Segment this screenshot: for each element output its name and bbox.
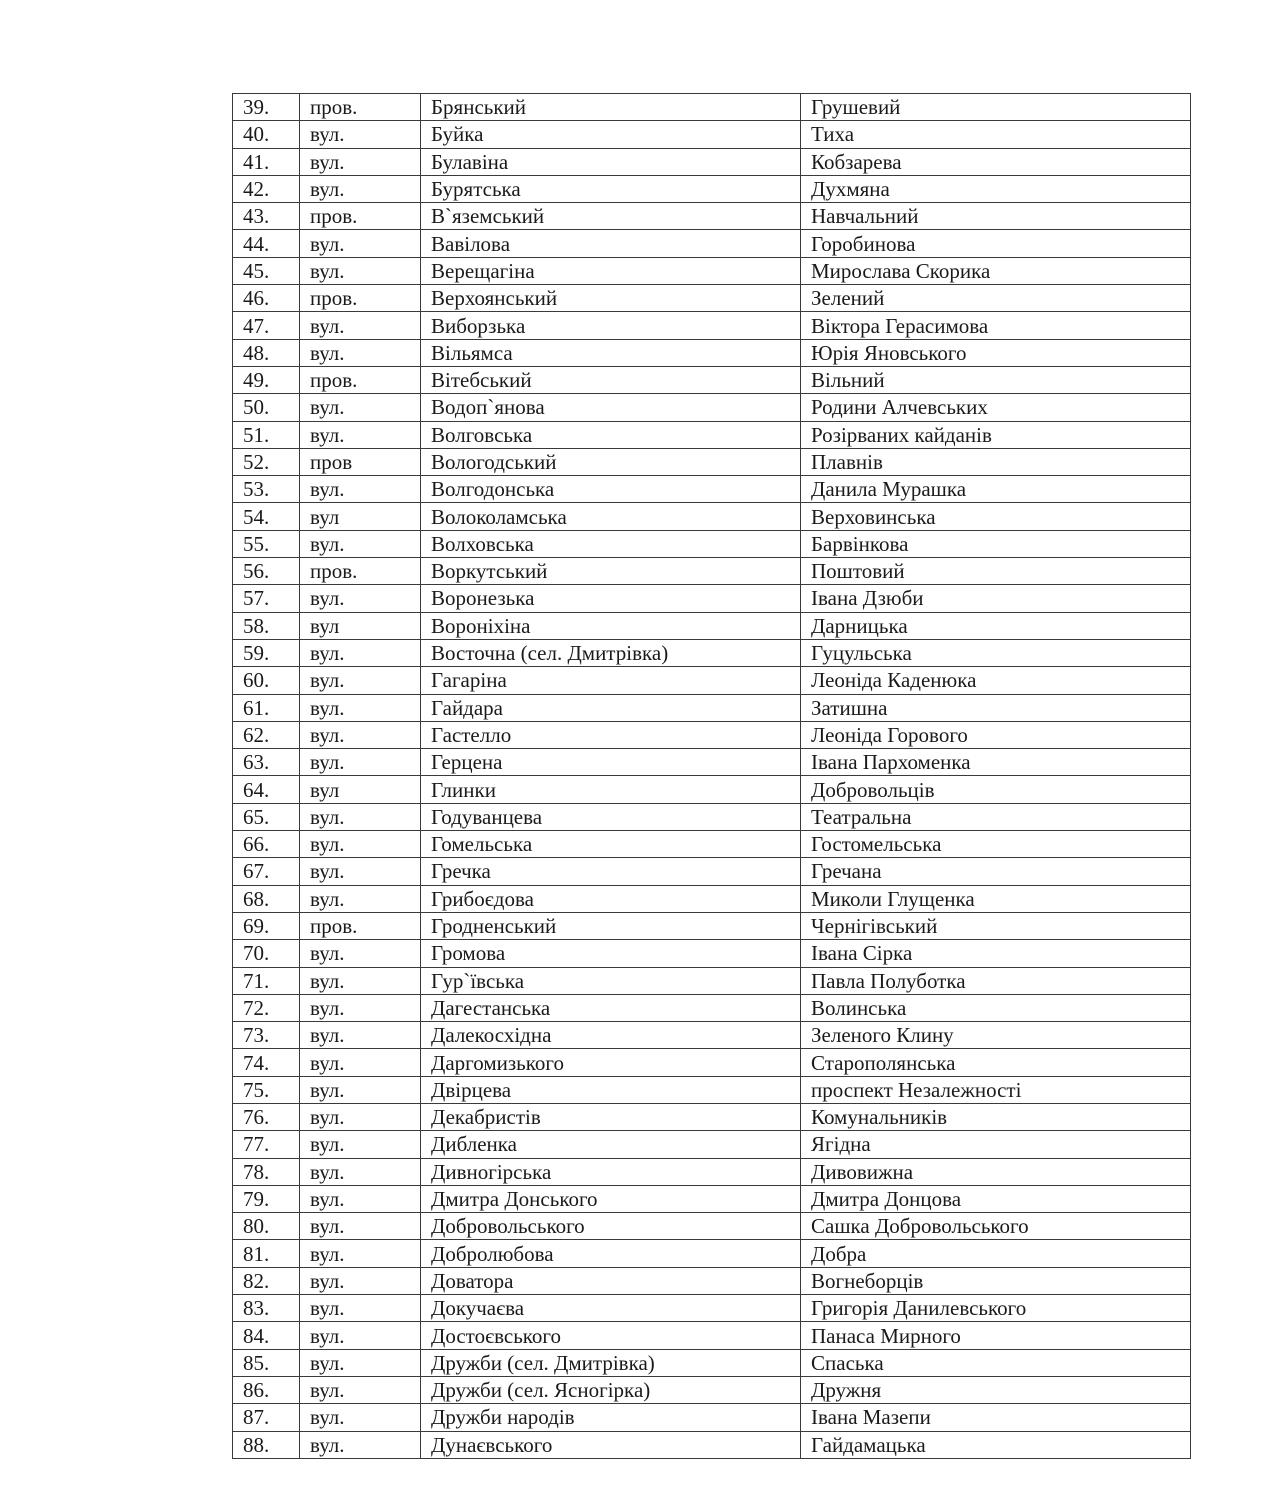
row-number-cell: 75. <box>233 1076 300 1103</box>
street-type-cell: вул. <box>300 121 421 148</box>
new-name-cell: Затишна <box>801 694 1191 721</box>
row-number-cell: 49. <box>233 366 300 393</box>
row-number-cell: 72. <box>233 994 300 1021</box>
table-row <box>233 803 1191 830</box>
street-type-cell: пров. <box>300 285 421 312</box>
old-name-cell: Доватора <box>421 1267 801 1294</box>
new-name-cell: проспект Незалежності <box>801 1076 1191 1103</box>
row-number-cell: 71. <box>233 967 300 994</box>
new-name-cell: Миколи Глущенка <box>801 885 1191 912</box>
table-row <box>233 1131 1191 1158</box>
old-name-cell: Гомельська <box>421 831 801 858</box>
table-row <box>233 203 1191 230</box>
new-name-cell: Данила Мурашка <box>801 476 1191 503</box>
row-number-cell: 64. <box>233 776 300 803</box>
old-name-cell: Гродненський <box>421 912 801 939</box>
new-name-cell: Навчальний <box>801 203 1191 230</box>
table-row <box>233 612 1191 639</box>
row-number-cell: 80. <box>233 1213 300 1240</box>
old-name-cell: Виборзька <box>421 312 801 339</box>
row-number-cell: 39. <box>233 94 300 121</box>
table-row <box>233 366 1191 393</box>
old-name-cell: Волховська <box>421 530 801 557</box>
row-number-cell: 53. <box>233 476 300 503</box>
table-body <box>233 94 1191 1459</box>
old-name-cell: Глинки <box>421 776 801 803</box>
street-type-cell: пров. <box>300 912 421 939</box>
table-row <box>233 257 1191 284</box>
table-row <box>233 175 1191 202</box>
row-number-cell: 63. <box>233 749 300 776</box>
old-name-cell: Декабристів <box>421 1103 801 1130</box>
table-row <box>233 667 1191 694</box>
street-type-cell: вул <box>300 612 421 639</box>
street-type-cell: вул. <box>300 1376 421 1403</box>
new-name-cell: Грушевий <box>801 94 1191 121</box>
table-row <box>233 394 1191 421</box>
new-name-cell: Дмитра Донцова <box>801 1185 1191 1212</box>
table-row <box>233 1185 1191 1212</box>
row-number-cell: 82. <box>233 1267 300 1294</box>
table-row <box>233 1103 1191 1130</box>
old-name-cell: Воркутський <box>421 558 801 585</box>
street-type-cell: вул. <box>300 339 421 366</box>
row-number-cell: 62. <box>233 721 300 748</box>
old-name-cell: Дружби народів <box>421 1404 801 1431</box>
new-name-cell: Розірваних кайданів <box>801 421 1191 448</box>
new-name-cell: Гостомельська <box>801 831 1191 858</box>
street-type-cell: вул. <box>300 421 421 448</box>
row-number-cell: 43. <box>233 203 300 230</box>
street-type-cell: вул. <box>300 1349 421 1376</box>
table-row <box>233 476 1191 503</box>
new-name-cell: Барвінкова <box>801 530 1191 557</box>
new-name-cell: Дружня <box>801 1376 1191 1403</box>
row-number-cell: 56. <box>233 558 300 585</box>
new-name-cell: Спаська <box>801 1349 1191 1376</box>
new-name-cell: Горобинова <box>801 230 1191 257</box>
old-name-cell: Вільямса <box>421 339 801 366</box>
new-name-cell: Гайдамацька <box>801 1431 1191 1458</box>
row-number-cell: 54. <box>233 503 300 530</box>
new-name-cell: Мирослава Скорика <box>801 257 1191 284</box>
table-row <box>233 148 1191 175</box>
old-name-cell: Волоколамська <box>421 503 801 530</box>
street-type-cell: вул. <box>300 1240 421 1267</box>
old-name-cell: Вітебський <box>421 366 801 393</box>
new-name-cell: Івана Мазепи <box>801 1404 1191 1431</box>
street-type-cell: вул. <box>300 803 421 830</box>
new-name-cell: Гуцульська <box>801 639 1191 666</box>
row-number-cell: 59. <box>233 639 300 666</box>
table-row <box>233 885 1191 912</box>
row-number-cell: 66. <box>233 831 300 858</box>
table-row <box>233 694 1191 721</box>
new-name-cell: Івана Дзюби <box>801 585 1191 612</box>
row-number-cell: 51. <box>233 421 300 448</box>
old-name-cell: Гайдара <box>421 694 801 721</box>
table-row <box>233 1404 1191 1431</box>
street-type-cell: пров. <box>300 558 421 585</box>
table-row <box>233 1076 1191 1103</box>
table-row <box>233 1267 1191 1294</box>
table-row <box>233 940 1191 967</box>
row-number-cell: 61. <box>233 694 300 721</box>
row-number-cell: 84. <box>233 1322 300 1349</box>
table-row <box>233 558 1191 585</box>
row-number-cell: 73. <box>233 1022 300 1049</box>
table-row <box>233 1349 1191 1376</box>
row-number-cell: 77. <box>233 1131 300 1158</box>
new-name-cell: Віктора Герасимова <box>801 312 1191 339</box>
old-name-cell: Дагестанська <box>421 994 801 1021</box>
new-name-cell: Панаса Мирного <box>801 1322 1191 1349</box>
table-row <box>233 1431 1191 1458</box>
table-row <box>233 1240 1191 1267</box>
new-name-cell: Родини Алчевських <box>801 394 1191 421</box>
row-number-cell: 52. <box>233 448 300 475</box>
street-type-cell: вул. <box>300 940 421 967</box>
new-name-cell: Комунальників <box>801 1103 1191 1130</box>
new-name-cell: Гречана <box>801 858 1191 885</box>
row-number-cell: 70. <box>233 940 300 967</box>
row-number-cell: 78. <box>233 1158 300 1185</box>
row-number-cell: 60. <box>233 667 300 694</box>
new-name-cell: Сашка Добровольського <box>801 1213 1191 1240</box>
old-name-cell: Дибленка <box>421 1131 801 1158</box>
new-name-cell: Чернігівський <box>801 912 1191 939</box>
row-number-cell: 85. <box>233 1349 300 1376</box>
new-name-cell: Старополянська <box>801 1049 1191 1076</box>
table-row <box>233 831 1191 858</box>
street-type-cell: вул. <box>300 721 421 748</box>
new-name-cell: Плавнів <box>801 448 1191 475</box>
street-type-cell: вул. <box>300 1213 421 1240</box>
street-type-cell: вул. <box>300 394 421 421</box>
street-type-cell: вул. <box>300 667 421 694</box>
new-name-cell: Дарницька <box>801 612 1191 639</box>
street-type-cell: вул. <box>300 175 421 202</box>
street-type-cell: вул. <box>300 585 421 612</box>
new-name-cell: Зеленого Клину <box>801 1022 1191 1049</box>
street-type-cell: вул. <box>300 1267 421 1294</box>
table-row <box>233 530 1191 557</box>
table-row <box>233 1049 1191 1076</box>
street-type-cell: вул. <box>300 885 421 912</box>
row-number-cell: 57. <box>233 585 300 612</box>
new-name-cell: Івана Сірка <box>801 940 1191 967</box>
old-name-cell: Добровольського <box>421 1213 801 1240</box>
old-name-cell: Восточна (сел. Дмитрівка) <box>421 639 801 666</box>
new-name-cell: Івана Пархоменка <box>801 749 1191 776</box>
old-name-cell: В`яземський <box>421 203 801 230</box>
street-type-cell: вул. <box>300 749 421 776</box>
street-type-cell: вул. <box>300 1022 421 1049</box>
old-name-cell: Добролюбова <box>421 1240 801 1267</box>
old-name-cell: Докучаєва <box>421 1295 801 1322</box>
street-type-cell: вул. <box>300 1103 421 1130</box>
new-name-cell: Леоніда Горового <box>801 721 1191 748</box>
street-type-cell: вул <box>300 776 421 803</box>
row-number-cell: 46. <box>233 285 300 312</box>
new-name-cell: Верховинська <box>801 503 1191 530</box>
street-type-cell: пров. <box>300 366 421 393</box>
table-row <box>233 585 1191 612</box>
street-type-cell: вул. <box>300 1322 421 1349</box>
street-rename-table <box>232 93 1191 1459</box>
row-number-cell: 55. <box>233 530 300 557</box>
new-name-cell: Тиха <box>801 121 1191 148</box>
row-number-cell: 83. <box>233 1295 300 1322</box>
new-name-cell: Театральна <box>801 803 1191 830</box>
table-row <box>233 121 1191 148</box>
street-type-cell: пров. <box>300 94 421 121</box>
old-name-cell: Водоп`янова <box>421 394 801 421</box>
new-name-cell: Добровольців <box>801 776 1191 803</box>
old-name-cell: Вороніхіна <box>421 612 801 639</box>
table-row <box>233 776 1191 803</box>
street-type-cell: вул. <box>300 858 421 885</box>
table-row <box>233 912 1191 939</box>
table-row <box>233 749 1191 776</box>
row-number-cell: 67. <box>233 858 300 885</box>
old-name-cell: Верещагіна <box>421 257 801 284</box>
old-name-cell: Буйка <box>421 121 801 148</box>
new-name-cell: Ягідна <box>801 1131 1191 1158</box>
new-name-cell: Кобзарева <box>801 148 1191 175</box>
old-name-cell: Даргомизького <box>421 1049 801 1076</box>
street-type-cell: вул. <box>300 257 421 284</box>
old-name-cell: Волговська <box>421 421 801 448</box>
old-name-cell: Дмитра Донського <box>421 1185 801 1212</box>
row-number-cell: 45. <box>233 257 300 284</box>
table-row <box>233 448 1191 475</box>
street-type-cell: вул. <box>300 967 421 994</box>
old-name-cell: Брянський <box>421 94 801 121</box>
new-name-cell: Дивовижна <box>801 1158 1191 1185</box>
old-name-cell: Бурятська <box>421 175 801 202</box>
old-name-cell: Вавілова <box>421 230 801 257</box>
street-type-cell: вул. <box>300 1158 421 1185</box>
street-type-cell: пров <box>300 448 421 475</box>
row-number-cell: 68. <box>233 885 300 912</box>
old-name-cell: Дунаєвського <box>421 1431 801 1458</box>
table-row <box>233 1376 1191 1403</box>
old-name-cell: Дружби (сел. Дмитрівка) <box>421 1349 801 1376</box>
old-name-cell: Вологодський <box>421 448 801 475</box>
street-type-cell: вул. <box>300 230 421 257</box>
table-row <box>233 858 1191 885</box>
row-number-cell: 86. <box>233 1376 300 1403</box>
row-number-cell: 47. <box>233 312 300 339</box>
table-row <box>233 312 1191 339</box>
street-type-cell: вул. <box>300 312 421 339</box>
street-type-cell: вул. <box>300 1131 421 1158</box>
row-number-cell: 40. <box>233 121 300 148</box>
row-number-cell: 41. <box>233 148 300 175</box>
old-name-cell: Дивногірська <box>421 1158 801 1185</box>
old-name-cell: Булавіна <box>421 148 801 175</box>
row-number-cell: 42. <box>233 175 300 202</box>
table-row <box>233 503 1191 530</box>
street-type-cell: вул. <box>300 1404 421 1431</box>
table-row <box>233 639 1191 666</box>
new-name-cell: Зелений <box>801 285 1191 312</box>
old-name-cell: Гур`ївська <box>421 967 801 994</box>
street-type-cell: вул. <box>300 1049 421 1076</box>
row-number-cell: 79. <box>233 1185 300 1212</box>
table-row <box>233 339 1191 366</box>
old-name-cell: Волгодонська <box>421 476 801 503</box>
old-name-cell: Верхоянський <box>421 285 801 312</box>
row-number-cell: 87. <box>233 1404 300 1431</box>
row-number-cell: 74. <box>233 1049 300 1076</box>
street-type-cell: вул. <box>300 694 421 721</box>
street-type-cell: вул. <box>300 831 421 858</box>
new-name-cell: Добра <box>801 1240 1191 1267</box>
old-name-cell: Двірцева <box>421 1076 801 1103</box>
row-number-cell: 88. <box>233 1431 300 1458</box>
table-row <box>233 994 1191 1021</box>
table-row <box>233 421 1191 448</box>
row-number-cell: 76. <box>233 1103 300 1130</box>
table-row <box>233 1158 1191 1185</box>
street-type-cell: вул. <box>300 994 421 1021</box>
street-type-cell: вул. <box>300 148 421 175</box>
old-name-cell: Дружби (сел. Ясногірка) <box>421 1376 801 1403</box>
row-number-cell: 69. <box>233 912 300 939</box>
street-type-cell: пров. <box>300 203 421 230</box>
old-name-cell: Гагаріна <box>421 667 801 694</box>
street-type-cell: вул <box>300 503 421 530</box>
street-type-cell: вул. <box>300 476 421 503</box>
row-number-cell: 48. <box>233 339 300 366</box>
street-type-cell: вул. <box>300 1295 421 1322</box>
old-name-cell: Годуванцева <box>421 803 801 830</box>
street-type-cell: вул. <box>300 530 421 557</box>
table-row <box>233 1022 1191 1049</box>
old-name-cell: Громова <box>421 940 801 967</box>
table-row <box>233 285 1191 312</box>
table-row <box>233 230 1191 257</box>
row-number-cell: 50. <box>233 394 300 421</box>
row-number-cell: 81. <box>233 1240 300 1267</box>
new-name-cell: Григорія Данилевського <box>801 1295 1191 1322</box>
new-name-cell: Вільний <box>801 366 1191 393</box>
old-name-cell: Грибоєдова <box>421 885 801 912</box>
old-name-cell: Воронезька <box>421 585 801 612</box>
old-name-cell: Далекосхідна <box>421 1022 801 1049</box>
row-number-cell: 44. <box>233 230 300 257</box>
old-name-cell: Гастелло <box>421 721 801 748</box>
table-row <box>233 967 1191 994</box>
street-type-cell: вул. <box>300 1185 421 1212</box>
table-row <box>233 1213 1191 1240</box>
table-row <box>233 721 1191 748</box>
street-type-cell: вул. <box>300 1431 421 1458</box>
new-name-cell: Леоніда Каденюка <box>801 667 1191 694</box>
street-type-cell: вул. <box>300 639 421 666</box>
street-type-cell: вул. <box>300 1076 421 1103</box>
new-name-cell: Вогнеборців <box>801 1267 1191 1294</box>
table-row <box>233 1295 1191 1322</box>
table-row <box>233 94 1191 121</box>
old-name-cell: Достоєвського <box>421 1322 801 1349</box>
new-name-cell: Волинська <box>801 994 1191 1021</box>
row-number-cell: 58. <box>233 612 300 639</box>
table-row <box>233 1322 1191 1349</box>
old-name-cell: Гречка <box>421 858 801 885</box>
new-name-cell: Павла Полуботка <box>801 967 1191 994</box>
new-name-cell: Поштовий <box>801 558 1191 585</box>
old-name-cell: Герцена <box>421 749 801 776</box>
new-name-cell: Юрія Яновського <box>801 339 1191 366</box>
new-name-cell: Духмяна <box>801 175 1191 202</box>
row-number-cell: 65. <box>233 803 300 830</box>
